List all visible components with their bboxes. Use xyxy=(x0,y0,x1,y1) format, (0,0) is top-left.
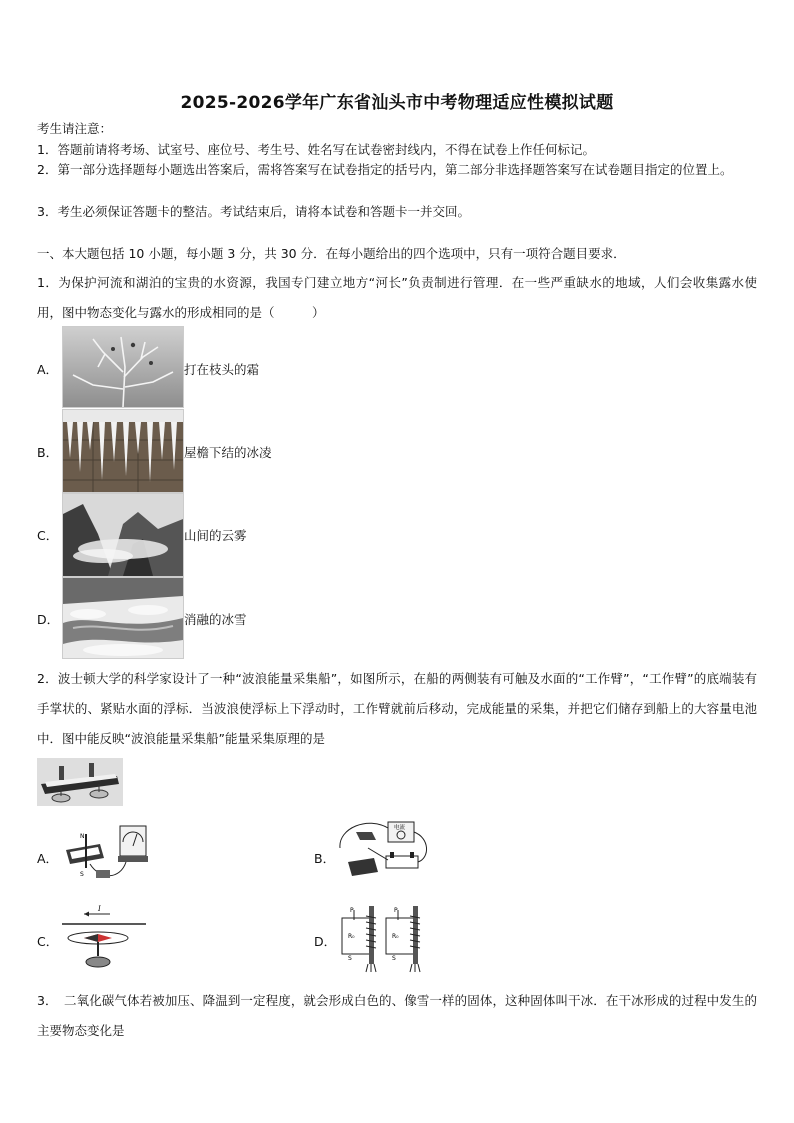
svg-text:N: N xyxy=(80,833,85,840)
icicles-photo-icon xyxy=(62,409,184,493)
q2-option-d-label: D． xyxy=(314,934,337,949)
q1-option-c-text: 山间的云雾 xyxy=(184,528,247,543)
q2-option-b-label: B． xyxy=(314,851,336,866)
q1-option-d-text: 消融的冰雪 xyxy=(184,612,247,627)
generator-galvanometer-icon xyxy=(60,820,152,886)
notice-heading: 考生请注意： xyxy=(37,121,113,136)
mountain-fog-photo-icon xyxy=(62,493,184,577)
electromagnet-circuits-icon xyxy=(336,902,428,974)
notice-item-1: 1．答题前请将考场、试室号、座位号、考生号、姓名写在试卷密封线内，不得在试卷上作任何标记。 xyxy=(37,142,595,157)
switch-label-2: S xyxy=(392,955,396,962)
question-2-stem: 2．波士顿大学的科学家设计了一种“波浪能量采集船”，如图所示，在船的两侧装有可触及水面的“工作臂”，“工作臂”的底端装有手掌状的、紧贴水面的浮标．当波浪使浮标上下浮动时，工作臂就前后移动，完成能量的采集，并把它们储存到船上的大容量电池中．图中能反映“波浪能量采集船”能量采集原理的是 xyxy=(37,671,757,746)
q1-option-b-label: B． xyxy=(37,445,59,460)
slider-label-1: P xyxy=(350,907,354,914)
frost-branch-photo-icon xyxy=(62,326,184,408)
motor-circuit-icon xyxy=(338,818,428,890)
q1-option-c-label: C． xyxy=(37,528,59,543)
slider-label-2: P xyxy=(394,907,398,914)
q2-option-c-label: C． xyxy=(37,934,59,949)
melting-snow-photo-icon xyxy=(62,577,184,659)
wave-energy-boat-icon xyxy=(37,758,123,806)
switch-label-1: S xyxy=(348,955,352,962)
current-label: I xyxy=(98,905,101,913)
resistor-label-1: R₀ xyxy=(348,933,355,940)
resistor-label-2: R₀ xyxy=(392,933,399,940)
q1-option-a-text: 打在枝头的霜 xyxy=(184,362,260,377)
page-title: 2025-2026学年广东省汕头市中考物理适应性模拟试题 xyxy=(180,93,614,113)
section-heading: 一、本大题包括 10 小题，每小题 3 分，共 30 分．在每小题给出的四个选项中，只有一项符合题目要求． xyxy=(37,246,626,261)
question-1-stem: 1．为保护河流和湖泊的宝贵的水资源，我国专门建立地方“河长”负责制进行管理．在一些严重缺水的地域，人们会收集露水使用，图中物态变化与露水的形成相同的是（ ） xyxy=(37,275,757,320)
q2-option-a-label: A． xyxy=(37,851,59,866)
notice-item-3: 3．考生必须保证答题卡的整洁。考试结束后，请将本试卷和答题卡一并交回。 xyxy=(37,204,470,219)
oersted-compass-icon xyxy=(60,902,148,972)
q1-option-a-label: A． xyxy=(37,362,59,377)
q1-option-d-label: D． xyxy=(37,612,60,627)
svg-text:S: S xyxy=(80,871,84,878)
question-3-stem: 3． 二氧化碳气体若被加压、降温到一定程度，就会形成白色的、像雪一样的固体，这种固体叫干冰．在干冰形成的过程中发生的主要物态变化是 xyxy=(37,993,757,1038)
notice-item-2: 2．第一部分选择题每小题选出答案后，需将答案写在试卷指定的括号内，第二部分非选择题答案写在试卷题目指定的位置上。 xyxy=(37,162,733,177)
q1-option-b-text: 屋檐下结的冰凌 xyxy=(184,445,272,460)
ammeter-label: 电流 xyxy=(394,825,406,831)
